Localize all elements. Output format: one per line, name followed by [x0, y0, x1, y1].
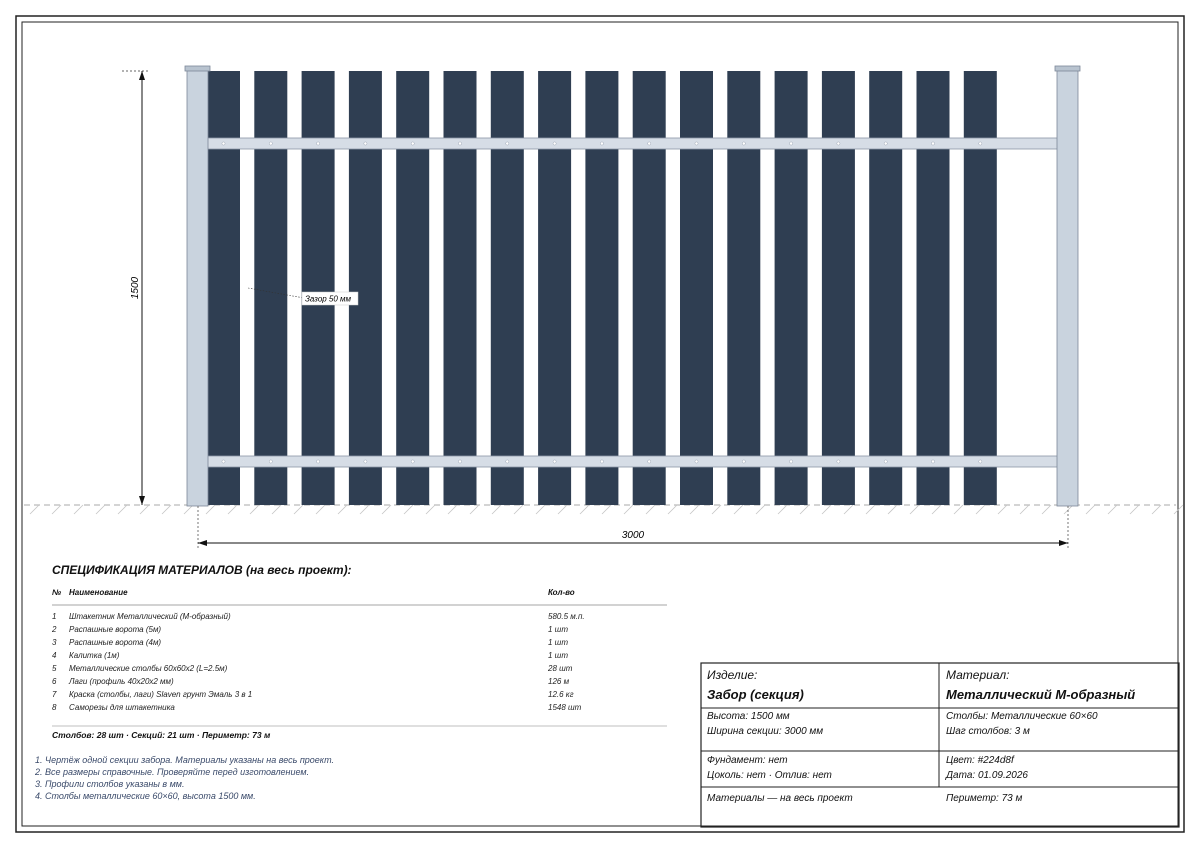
posts-field: Столбы: Металлические 60×60: [946, 711, 1098, 722]
hatch-line: [228, 505, 237, 514]
hatch-line: [294, 505, 303, 514]
materials-note-field: Материалы — на весь проект: [707, 793, 853, 804]
picket: [396, 71, 429, 505]
hatch-line: [426, 505, 435, 514]
pickets-group: [207, 71, 997, 505]
screw: [317, 460, 320, 463]
spec-row-4-name: Калитка (1м): [69, 651, 120, 660]
note-2: 2. Все размеры справочные. Проверяйте перед изготовлением.: [35, 767, 310, 777]
spec-row-1-no: 1: [52, 612, 57, 621]
picket: [680, 71, 713, 505]
hatch-line: [492, 505, 501, 514]
spec-row-1-name: Штакетник Металлический (М-образный): [69, 612, 231, 621]
picket: [727, 71, 760, 505]
screw: [790, 142, 793, 145]
spec-row-6-no: 6: [52, 677, 57, 686]
picket: [633, 71, 666, 505]
screw: [506, 142, 509, 145]
perimeter-field: Периметр: 73 м: [946, 793, 1023, 804]
screw: [648, 142, 651, 145]
product-value: Забор (секция): [707, 687, 804, 702]
screw: [837, 460, 840, 463]
spec-row-6-name: Лаги (профиль 40х20х2 мм): [69, 677, 174, 686]
left-post: [187, 70, 208, 506]
spec-col-name: Наименование: [69, 588, 128, 597]
hatch-line: [954, 505, 963, 514]
screw: [600, 460, 603, 463]
hatch-line: [844, 505, 853, 514]
screw: [648, 460, 651, 463]
spec-row-5-name: Металлические столбы 60х60х2 (L=2.5м): [69, 664, 228, 673]
spec-row-8-no: 8: [52, 703, 57, 712]
screw: [364, 460, 367, 463]
hatch-line: [602, 505, 611, 514]
screw: [931, 460, 934, 463]
hatch-line: [1020, 505, 1029, 514]
screw: [317, 142, 320, 145]
note-4: 4. Столбы металлические 60×60, высота 1500 мм.: [35, 791, 256, 801]
right-post: [1057, 70, 1078, 506]
screw: [979, 460, 982, 463]
color-field: Цвет: #224d8f: [946, 755, 1014, 766]
screw: [742, 460, 745, 463]
foundation-field: Фундамент: нет: [707, 755, 788, 766]
spec-col-number: №: [52, 588, 62, 597]
picket: [775, 71, 808, 505]
note-1: 1. Чертёж одной секции забора. Материалы указаны на весь проект.: [35, 755, 335, 765]
left-post-cap: [185, 66, 210, 71]
screw: [931, 142, 934, 145]
top-rail: [198, 138, 1068, 149]
hatch-line: [536, 505, 545, 514]
spec-row-5-qty: 28 шт: [548, 664, 573, 673]
picket: [964, 71, 997, 505]
spec-row-5-no: 5: [52, 664, 57, 673]
hatch-line: [448, 505, 457, 514]
picket: [349, 71, 382, 505]
screw: [979, 142, 982, 145]
width-arrow-right: [1059, 540, 1068, 546]
hatch-line: [910, 505, 919, 514]
note-3: 3. Профили столбов указаны в мм.: [35, 779, 185, 789]
screw: [411, 460, 414, 463]
hatch-line: [250, 505, 259, 514]
picket: [917, 71, 950, 505]
hatch-line: [52, 505, 61, 514]
hatch-line: [888, 505, 897, 514]
screw: [884, 460, 887, 463]
picket: [254, 71, 287, 505]
hatch-line: [470, 505, 479, 514]
hatch-line: [118, 505, 127, 514]
hatch-line: [140, 505, 149, 514]
hatch-line: [1086, 505, 1095, 514]
picket: [302, 71, 335, 505]
hatch-line: [778, 505, 787, 514]
spec-row-1-qty: 580.5 м.п.: [548, 612, 585, 621]
material-label: Материал:: [946, 668, 1010, 682]
spec-title: СПЕЦИФИКАЦИЯ МАТЕРИАЛОВ (на весь проект):: [52, 563, 352, 577]
screw: [695, 142, 698, 145]
hatch-line: [338, 505, 347, 514]
spec-row-3-name: Распашные ворота (4м): [69, 638, 162, 647]
hatch-line: [1042, 505, 1051, 514]
hatch-line: [30, 505, 39, 514]
hatch-line: [976, 505, 985, 514]
spec-totals: Столбов: 28 шт · Секций: 21 шт · Периметр: 73 м: [52, 730, 271, 740]
spec-row-2-name: Распашные ворота (5м): [69, 625, 162, 634]
hatch-line: [866, 505, 875, 514]
spec-row-3-qty: 1 шт: [548, 638, 568, 647]
section-width-field: Ширина секции: 3000 мм: [707, 726, 824, 737]
hatch-line: [514, 505, 523, 514]
spec-row-8-qty: 1548 шт: [548, 703, 582, 712]
hatch-line: [1108, 505, 1117, 514]
screw: [553, 460, 556, 463]
hatch-line: [932, 505, 941, 514]
screw: [884, 142, 887, 145]
hatch-line: [404, 505, 413, 514]
spec-row-6-qty: 126 м: [548, 677, 570, 686]
screw: [790, 460, 793, 463]
spec-row-7-no: 7: [52, 690, 57, 699]
spec-row-7-name: Краска (столбы, лаги) Slaven грунт Эмаль 3 в 1: [69, 690, 253, 699]
hatch-line: [382, 505, 391, 514]
spec-row-4-qty: 1 шт: [548, 651, 568, 660]
screw: [553, 142, 556, 145]
hatch-line: [1152, 505, 1161, 514]
hatch-line: [624, 505, 633, 514]
picket: [444, 71, 477, 505]
hatch-line: [734, 505, 743, 514]
width-arrow-left: [198, 540, 207, 546]
spec-row-8-name: Саморезы для штакетника: [69, 703, 175, 712]
plinth-field: Цоколь: нет · Отлив: нет: [707, 770, 832, 781]
screw: [458, 460, 461, 463]
screw: [269, 460, 272, 463]
product-label: Изделие:: [707, 668, 758, 682]
screw: [742, 142, 745, 145]
hatch-line: [316, 505, 325, 514]
screw: [411, 142, 414, 145]
height-dimension-label: 1500: [130, 276, 141, 300]
screw: [837, 142, 840, 145]
spec-row-2-no: 2: [52, 625, 57, 634]
hatch-line: [272, 505, 281, 514]
spec-row-2-qty: 1 шт: [548, 625, 568, 634]
hatch-line: [998, 505, 1007, 514]
date-field: Дата: 01.09.2026: [946, 770, 1028, 781]
hatch-line: [712, 505, 721, 514]
post-step-field: Шаг столбов: 3 м: [946, 726, 1030, 737]
spec-row-3-no: 3: [52, 638, 57, 647]
screw: [269, 142, 272, 145]
hatch-line: [96, 505, 105, 514]
hatch-line: [822, 505, 831, 514]
picket: [869, 71, 902, 505]
hatch-line: [360, 505, 369, 514]
screw: [222, 460, 225, 463]
hatch-line: [668, 505, 677, 514]
width-dimension-label: 3000: [621, 530, 645, 541]
screw: [222, 142, 225, 145]
hatch-line: [690, 505, 699, 514]
gap-callout-label: Зазор 50 мм: [305, 294, 352, 304]
screw: [364, 142, 367, 145]
hatch-line: [580, 505, 589, 514]
hatch-line: [800, 505, 809, 514]
spec-col-qty: Кол-во: [548, 588, 575, 597]
screw: [695, 460, 698, 463]
bottom-rail: [198, 456, 1068, 467]
hatch-line: [558, 505, 567, 514]
hatch-line: [74, 505, 83, 514]
picket: [822, 71, 855, 505]
hatch-line: [162, 505, 171, 514]
height-field: Высота: 1500 мм: [707, 711, 790, 722]
picket: [538, 71, 571, 505]
material-value: Металлический М-образный: [946, 687, 1136, 702]
picket: [585, 71, 618, 505]
screw: [506, 460, 509, 463]
spec-row-7-qty: 12.6 кг: [548, 690, 574, 699]
screw: [600, 142, 603, 145]
spec-row-4-no: 4: [52, 651, 57, 660]
height-arrow-top: [139, 71, 145, 80]
hatch-line: [646, 505, 655, 514]
screw: [458, 142, 461, 145]
height-arrow-bottom: [139, 496, 145, 505]
picket: [207, 71, 240, 505]
right-post-cap: [1055, 66, 1080, 71]
picket: [491, 71, 524, 505]
hatch-line: [756, 505, 765, 514]
hatch-line: [1130, 505, 1139, 514]
